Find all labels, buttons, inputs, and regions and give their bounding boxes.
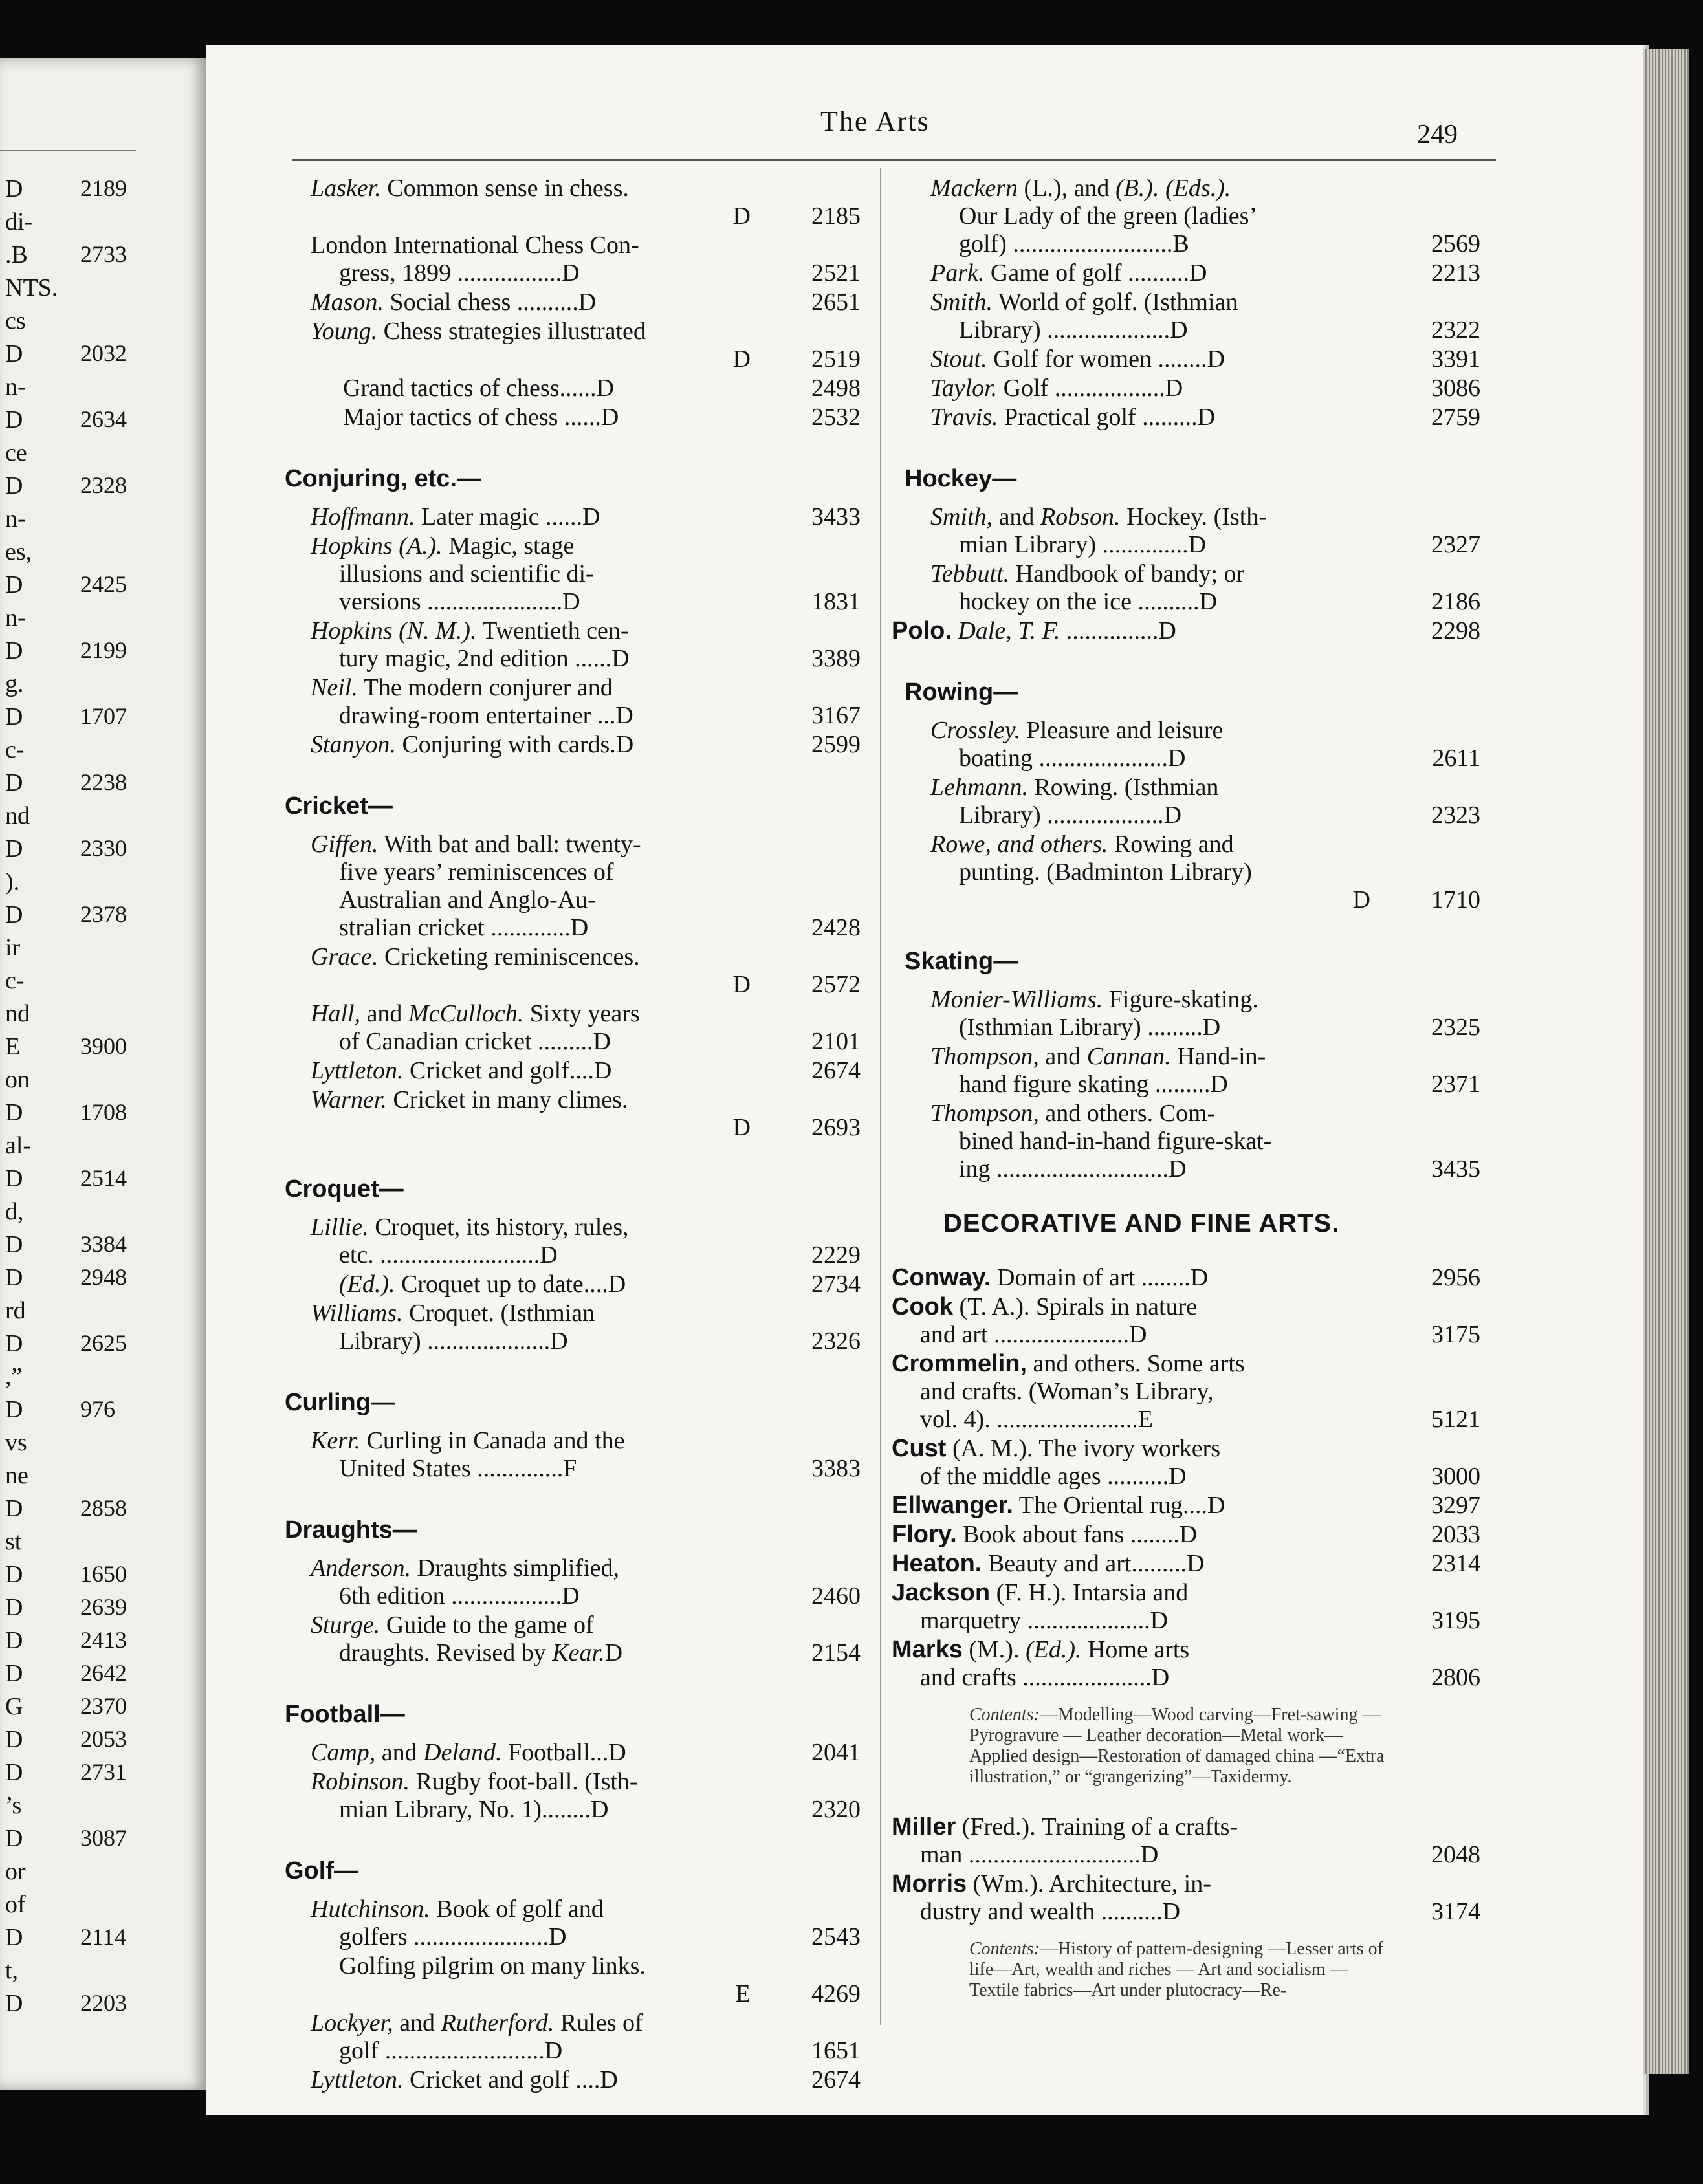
left-page-fragment: D	[5, 1660, 23, 1687]
entry-number: 2323	[1431, 802, 1480, 829]
entry-number: 2229	[811, 1241, 861, 1269]
left-page-fragment: E	[5, 1033, 21, 1060]
left-page-fragment: G	[5, 1693, 23, 1720]
left-page-fragment: vs	[5, 1429, 27, 1456]
entry-number: 2956	[1431, 1264, 1480, 1291]
entry-number: 2185	[811, 202, 861, 230]
entry-number: 2759	[1431, 404, 1480, 431]
index-entry: Giffen. With bat and ball: twenty- five years’ reminiscences of Australian and Anglo-Au- stralian cricket .............D 2428	[311, 831, 861, 941]
entry-number: 3297	[1431, 1492, 1480, 1519]
left-page-fragment: D	[5, 769, 23, 796]
entry-number: 2498	[811, 375, 861, 402]
left-page-number: 2642	[80, 1660, 127, 1686]
section-heading: Conjuring, etc.—	[285, 465, 481, 492]
index-entry: Hall, and McCulloch. Sixty years of Canadian cricket .........D 2101	[311, 1000, 861, 1055]
left-page-number: 2032	[80, 340, 127, 366]
entry-number: 2693	[811, 1114, 861, 1141]
index-entry: Lasker. Common sense in chess. D 2185	[311, 175, 861, 230]
left-page-number: 2330	[80, 835, 127, 861]
left-page-fragment: ce	[5, 439, 27, 466]
index-entry: Stout. Golf for women ........D 3391	[930, 345, 1480, 373]
left-page-fragment: D	[5, 1264, 23, 1291]
left-page-fragment: D	[5, 703, 23, 730]
entry-number: 2521	[811, 259, 861, 287]
index-entry: Neil. The modern conjurer and drawing-room entertainer ...D 3167	[311, 674, 861, 729]
left-page-fragment: D	[5, 1990, 23, 2017]
index-entry: Miller (Fred.). Training of a crafts- man ............................D 2048	[892, 1813, 1480, 1868]
entry-number: 2213	[1431, 259, 1480, 287]
left-page-fragment: of	[5, 1891, 26, 1918]
entry-number: 3175	[1431, 1321, 1480, 1348]
section-heading: Curling—	[285, 1389, 395, 1416]
section-heading: Rowing—	[905, 679, 1018, 706]
entry-number: 1831	[811, 588, 861, 615]
left-page-fragment: D	[5, 835, 23, 862]
index-entry: Thompson, and others. Com- bined hand-in-hand figure-skat- ing ............................D 3435	[930, 1100, 1480, 1183]
entry-number: 2314	[1431, 1550, 1480, 1577]
left-page-fragment: D	[5, 175, 23, 202]
entry-number: 2325	[1431, 1014, 1480, 1041]
left-page-number: 1708	[80, 1099, 127, 1125]
index-entry: Stanyon. Conjuring with cards.D 2599	[311, 731, 861, 758]
index-entry: Jackson (F. H.). Intarsia and marquetry ....................D 3195	[892, 1579, 1480, 1634]
left-page-fragment: D	[5, 571, 23, 598]
left-page-fragment: D	[5, 1726, 23, 1753]
section-heading: Hockey—	[905, 465, 1017, 492]
left-page-number: 2413	[80, 1627, 127, 1653]
index-entry: Robinson. Rugby foot-ball. (Isth- mian Library, No. 1)........D 2320	[311, 1768, 861, 1823]
left-page-row	[0, 1989, 206, 2028]
index-entry: Park. Game of golf ..........D 2213	[930, 259, 1480, 287]
left-page-fragment: D	[5, 406, 23, 433]
left-page-number: 2203	[80, 1990, 127, 2016]
index-entry: Williams. Croquet. (Isthmian Library) ....................D 2326	[311, 1300, 861, 1355]
left-page-number: 976	[80, 1396, 115, 1422]
left-page-fragment: D	[5, 1165, 23, 1192]
left-page-fragment: st	[5, 1528, 22, 1555]
left-page-fragment: n-	[5, 373, 26, 400]
left-page-number: 2328	[80, 472, 127, 498]
entry-number: 2611	[1432, 745, 1480, 772]
entry-number: 2460	[811, 1582, 861, 1610]
entry-number: 2041	[811, 1739, 861, 1766]
index-entry: Smith, and Robson. Hockey. (Isth- mian Library) ..............D 2327	[930, 503, 1480, 558]
left-page-fragment: ,”	[5, 1363, 23, 1390]
index-entry: Monier-Williams. Figure-skating. (Isthmian Library) .........D 2325	[930, 986, 1480, 1041]
index-entry: Young. Chess strategies illustrated D 2519	[311, 318, 861, 373]
index-entry: Rowe, and others. Rowing and punting. (Badminton Library) D 1710	[930, 831, 1480, 913]
left-page-fragment: D	[5, 1627, 23, 1654]
column-right	[892, 175, 1480, 2027]
left-page-number: 2370	[80, 1693, 127, 1719]
left-page-fragment: D	[5, 1594, 23, 1621]
entry-number: 2326	[811, 1327, 861, 1355]
left-page-fragment: D	[5, 1396, 23, 1423]
left-page-fragment: D	[5, 340, 23, 367]
section-heading: Golf—	[285, 1857, 358, 1884]
index-entry: Lockyer, and Rutherford. Rules of golf ..........................D 1651	[311, 2009, 861, 2064]
index-entry: Polo. Dale, T. F. ...............D 2298	[892, 617, 1480, 644]
index-entry: Hopkins (A.). Magic, stage illusions and scientific di- versions ......................D 1831	[311, 532, 861, 615]
index-entry: Grace. Cricketing reminiscences. D 2572	[311, 943, 861, 998]
left-page-number: 3384	[80, 1231, 127, 1257]
index-entry: Warner. Cricket in many climes. D 2693	[311, 1086, 861, 1141]
left-page-fragment: n-	[5, 604, 26, 631]
entry-number: 3195	[1431, 1607, 1480, 1634]
left-page-rule	[0, 150, 136, 151]
index-entry: Lyttleton. Cricket and golf....D 2674	[311, 1057, 861, 1084]
left-page-number: 2378	[80, 901, 127, 927]
entry-number: 2572	[811, 971, 861, 998]
entry-number: 2543	[811, 1923, 861, 1950]
facing-left-page	[0, 58, 206, 2090]
left-page-fragment: ).	[5, 868, 20, 895]
entry-number: 2371	[1431, 1071, 1480, 1098]
left-page-number: 2053	[80, 1726, 127, 1752]
entry-number: 3174	[1431, 1898, 1480, 1925]
entry-number: 2320	[811, 1796, 861, 1823]
entry-number: 2033	[1431, 1521, 1480, 1548]
entry-number: 2734	[811, 1271, 861, 1298]
index-entry: Conway. Domain of art ........D 2956	[892, 1264, 1480, 1291]
left-page-fragment: D	[5, 901, 23, 928]
index-entry: Taylor. Golf ..................D 3086	[930, 375, 1480, 402]
section-heading: Croquet—	[285, 1175, 404, 1203]
index-entry: Golfing pilgrim on many links. E 4269	[339, 1952, 861, 2007]
index-entry: Marks (M.). (Ed.). Home arts and crafts .....................D 2806	[892, 1636, 1480, 1691]
entry-number: 3086	[1431, 375, 1480, 402]
index-entry: Crommelin, and others. Some arts and crafts. (Woman’s Library, vol. 4). .......................E 5121	[892, 1350, 1480, 1433]
left-page-number: 2625	[80, 1330, 127, 1356]
left-page-number: 2425	[80, 571, 127, 597]
column-divider	[880, 168, 881, 2025]
index-entry: Travis. Practical golf .........D 2759	[930, 404, 1480, 431]
index-entry: (Ed.). Croquet up to date....D 2734	[339, 1271, 861, 1298]
section-heading: Draughts—	[285, 1516, 417, 1544]
entry-number: 3435	[1431, 1155, 1480, 1183]
entry-number: 2186	[1431, 588, 1480, 615]
index-entry: Smith. World of golf. (Isthmian Library) ....................D 2322	[930, 289, 1480, 344]
left-page-number: 2199	[80, 637, 127, 663]
entry-number: 2101	[811, 1028, 861, 1055]
left-page-number: 2114	[80, 1924, 126, 1950]
contents-note: Contents:—History of pattern-designing —Lesser arts of life—Art, wealth and riches — Art and socialism — Textile fabrics—Art under plutocracy—Re-	[969, 1939, 1383, 2000]
left-page-fragment: D	[5, 1231, 23, 1258]
left-page-fragment: .B	[5, 241, 28, 268]
left-page-fragment: es,	[5, 538, 32, 565]
left-page-fragment: on	[5, 1066, 30, 1093]
entry-number: 2599	[811, 731, 861, 758]
entry-number: 2048	[1431, 1841, 1480, 1868]
left-page-number: 2948	[80, 1264, 127, 1290]
left-page-number: 2639	[80, 1594, 127, 1620]
index-entry: Lillie. Croquet, its history, rules, etc. ..........................D 2229	[311, 1214, 861, 1269]
index-entry: Crossley. Pleasure and leisure boating .....................D 2611	[930, 717, 1480, 772]
entry-number: 2806	[1431, 1664, 1480, 1691]
left-page-fragment: ir	[5, 934, 21, 961]
entry-number: 2519	[811, 345, 861, 373]
index-entry: Morris (Wm.). Architecture, in- dustry and wealth ..........D 3174	[892, 1870, 1480, 1925]
index-entry: Cook (T. A.). Spirals in nature and art ......................D 3175	[892, 1293, 1480, 1348]
left-page-number: 1650	[80, 1561, 127, 1587]
page-edges	[1643, 49, 1689, 2074]
left-page-fragment: D	[5, 1561, 23, 1588]
entry-number: 5121	[1431, 1406, 1480, 1433]
entry-number: 3389	[811, 645, 861, 672]
left-page-fragment: g.	[5, 670, 24, 697]
running-head: The Arts	[820, 105, 930, 137]
left-page-number: 2634	[80, 406, 127, 432]
left-page-number: 3087	[80, 1825, 127, 1851]
entry-number: 2532	[811, 404, 861, 431]
left-page-number: 2514	[80, 1165, 127, 1191]
left-page-fragment: nd	[5, 802, 30, 829]
left-page-number: 3900	[80, 1033, 127, 1059]
left-page-fragment: ’s	[5, 1792, 22, 1819]
left-page-fragment: D	[5, 1924, 23, 1951]
index-entry: Anderson. Draughts simplified, 6th edition ..................D 2460	[311, 1555, 861, 1610]
left-page-fragment: D	[5, 1759, 23, 1786]
index-entry: Mackern (L.), and (B.). (Eds.). Our Lady of the green (ladies’ golf) ..........................B 2569	[930, 175, 1480, 257]
entry-number: 1710	[1431, 886, 1480, 913]
left-page-fragment: t,	[5, 1957, 19, 1984]
index-entry: Tebbutt. Handbook of bandy; or hockey on the ice ..........D 2186	[930, 560, 1480, 615]
left-page-fragment: ne	[5, 1462, 28, 1489]
left-page-fragment: D	[5, 1825, 23, 1852]
left-page-fragment: al-	[5, 1132, 32, 1159]
left-page-fragment: D	[5, 1099, 23, 1126]
index-entry: Hopkins (N. M.). Twentieth cen- tury magic, 2nd edition ......D 3389	[311, 617, 861, 672]
index-entry: Kerr. Curling in Canada and the United States ..............F 3383	[311, 1427, 861, 1482]
entry-number: 3000	[1431, 1463, 1480, 1490]
entry-number: 2674	[811, 2066, 861, 2093]
header-rule	[292, 159, 1496, 161]
column-left	[272, 175, 861, 2095]
section-heading: Cricket—	[285, 792, 393, 820]
left-page-fragment: c-	[5, 967, 25, 994]
index-entry: Camp, and Deland. Football...D 2041	[311, 1739, 861, 1766]
index-entry: Grand tactics of chess......D 2498	[343, 375, 861, 402]
index-entry: Heaton. Beauty and art.........D 2314	[892, 1550, 1480, 1577]
entry-number: 2651	[811, 289, 861, 316]
left-page-number: 1707	[80, 703, 127, 729]
section-heading: Skating—	[905, 948, 1018, 975]
left-page-fragment: n-	[5, 505, 26, 532]
left-page-fragment: di-	[5, 208, 33, 235]
left-page-fragment: or	[5, 1858, 26, 1885]
index-entry: Major tactics of chess ......D 2532	[343, 404, 861, 431]
left-page-number: 2238	[80, 769, 127, 795]
index-entry: Lyttleton. Cricket and golf ....D 2674	[311, 2066, 861, 2093]
entry-number: 3383	[811, 1455, 861, 1482]
index-entry: Hutchinson. Book of golf and golfers ......................D 2543	[311, 1895, 861, 1950]
left-page-fragment: D	[5, 637, 23, 664]
left-page-fragment: D	[5, 1330, 23, 1357]
entry-number: 3391	[1431, 345, 1480, 373]
left-page-fragment: cs	[5, 307, 26, 334]
index-entry: Lehmann. Rowing. (Isthmian Library) ...................D 2323	[930, 774, 1480, 829]
section-title: DECORATIVE AND FINE ARTS.	[943, 1209, 1340, 1238]
left-page-fragment: D	[5, 472, 23, 499]
entry-number: 2298	[1431, 617, 1480, 644]
index-entry: Flory. Book about fans ........D 2033	[892, 1521, 1480, 1548]
left-page-fragment: rd	[5, 1297, 26, 1324]
entry-number: 1651	[811, 2037, 861, 2064]
left-page-fragment: NTS.	[5, 274, 58, 301]
left-page-fragment: nd	[5, 1000, 30, 1027]
page-number: 249	[1417, 120, 1458, 149]
entry-number: 3433	[811, 503, 861, 530]
index-entry: Cust (A. M.). The ivory workers of the middle ages ..........D 3000	[892, 1435, 1480, 1490]
entry-number: 2569	[1431, 230, 1480, 257]
left-page-number: 2858	[80, 1495, 127, 1521]
left-page-fragment: c-	[5, 736, 25, 763]
left-page-number: 2731	[80, 1759, 127, 1785]
index-entry: Sturge. Guide to the game of draughts. Revised by Kear.D 2154	[311, 1611, 861, 1666]
index-entry: London International Chess Con- gress, 1899 .................D 2521	[311, 232, 861, 287]
index-entry: Hoffmann. Later magic ......D 3433	[311, 503, 861, 530]
entry-number: 2428	[811, 914, 861, 941]
entry-number: 2327	[1431, 531, 1480, 558]
left-page-fragment: d,	[5, 1198, 24, 1225]
entry-number: 2322	[1431, 316, 1480, 344]
entry-number: 2154	[811, 1639, 861, 1666]
index-entry: Ellwanger. The Oriental rug....D 3297	[892, 1492, 1480, 1519]
left-page-number: 2733	[80, 241, 127, 267]
section-heading: Football—	[285, 1701, 405, 1728]
entry-number: 4269	[811, 1980, 861, 2007]
entry-number: 2674	[811, 1057, 861, 1084]
left-page-number: 2189	[80, 175, 127, 201]
index-entry: Mason. Social chess ..........D 2651	[311, 289, 861, 316]
left-page-fragment: D	[5, 1495, 23, 1522]
entry-number: 3167	[811, 702, 861, 729]
contents-note: Contents:—Modelling—Wood carving—Fret-sawing — Pyrogravure — Leather decoration—Metal work—Applied design—Restoration of damaged china —“Extra illustration,” or “grangerizing”—Taxidermy.	[969, 1705, 1385, 1787]
index-entry: Thompson, and Cannan. Hand-in- hand figure skating .........D 2371	[930, 1043, 1480, 1098]
